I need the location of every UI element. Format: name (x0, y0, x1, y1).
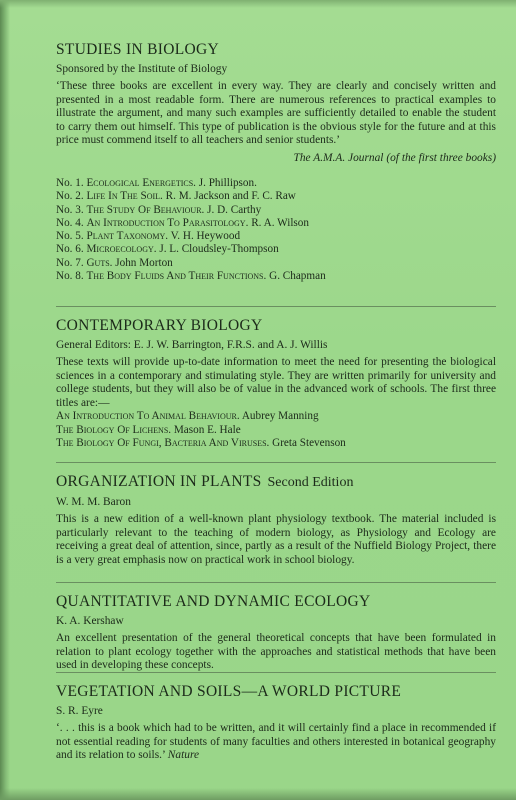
vegetation-title: VEGETATION AND SOILS—A WORLD PICTURE (56, 683, 402, 700)
ecology-section (56, 592, 496, 673)
contemporary-text: These texts will provide up-to-date information to meet the need for presenting the biological sciences in a contemporary and stimulating style. They are written primarily for university and college students, but they will also be of value in the advanced work of schools. The first three titles are:— (56, 356, 496, 409)
vegetation-source: Nature (167, 749, 200, 762)
divider (56, 462, 496, 463)
book-list-item: No. 1. Ecological Energetics. J. Phillipson. (56, 176, 257, 189)
studies-citation: The A.M.A. Journal (of the first three books) (293, 151, 496, 164)
divider (56, 306, 496, 307)
bottom-edge (0, 788, 516, 800)
book-list-item: No. 7. Guts. John Morton (56, 256, 173, 269)
studies-title: STUDIES IN BIOLOGY (56, 41, 219, 58)
book-list-item: No. 4. An Introduction To Parasitology. R. A. Wilson (56, 216, 309, 229)
divider (56, 672, 496, 673)
book-list-item: No. 6. Microecology. J. L. Cloudsley-Thompson (56, 243, 279, 256)
studies-quote: ‘These three books are excellent in every way. They are clearly and concisely written and presented in a most readable form. There are numerous references to practical examples to illustrate the argument, and many such examples are sufficiently detailed to enable the student to carry them out himself. This type of publication is the obvious style for the future and at this price must commend itself to all teachers and senior students.’ (56, 80, 496, 147)
contemporary-editors: General Editors: E. J. W. Barrington, F.R.S. and A. J. Willis (56, 339, 328, 351)
top-edge (0, 0, 516, 8)
contemporary-titles (56, 410, 496, 450)
title-list-item: An Introduction To Animal Behaviour. Aubrey Manning (56, 410, 319, 423)
organization-section (56, 472, 496, 567)
ecology-title: QUANTITATIVE AND DYNAMIC ECOLOGY (56, 593, 371, 610)
contemporary-title: CONTEMPORARY BIOLOGY (56, 317, 263, 334)
vegetation-section (56, 682, 496, 763)
studies-section (56, 40, 496, 283)
book-list-item: No. 3. The Study Of Behaviour. J. D. Carthy (56, 203, 262, 216)
studies-book-list (56, 177, 496, 283)
contemporary-section (56, 316, 496, 450)
vegetation-quote: ‘. . . this is a book which had to be written, and it will certainly find a place in recommended if not essential reading for students of many faculties and others interested in botanical geography and its relation to soils.’ Nature (56, 722, 496, 762)
book-list-item: No. 8. The Body Fluids And Their Functions. G. Chapman (56, 270, 326, 283)
ecology-text: An excellent presentation of the general theoretical concepts that have been formulated in relation to plant ecology together with the approaches and statistical methods that have been used in developing these concepts. (56, 632, 496, 672)
divider (56, 582, 496, 583)
vegetation-author: S. R. Eyre (56, 705, 103, 717)
edition-label: Second Edition (267, 475, 354, 490)
spine-edge (0, 0, 10, 800)
organization-author: W. M. M. Baron (56, 496, 131, 508)
book-list-item: No. 5. Plant Taxonomy. V. H. Heywood (56, 230, 241, 243)
book-list-item: No. 2. Life In The Soil. R. M. Jackson and F. C. Raw (56, 190, 296, 203)
title-list-item: The Biology Of Lichens. Mason E. Hale (56, 423, 241, 436)
organization-title: ORGANIZATION IN PLANTS Second Edition (56, 473, 354, 490)
organization-text: This is a new edition of a well-known plant physiology textbook. The material included is particularly relevant to the teaching of modern biology, as Physiology and Ecology are receiving a great deal of attention, since, partly as a result of the Nuffield Biology Project, there is a very great emphasis now on practical work in school biology. (56, 513, 496, 566)
studies-sponsor: Sponsored by the Institute of Biology (56, 63, 228, 75)
title-list-item: The Biology Of Fungi, Bacteria And Viruses. Greta Stevenson (56, 436, 346, 449)
ecology-author: K. A. Kershaw (56, 615, 124, 627)
